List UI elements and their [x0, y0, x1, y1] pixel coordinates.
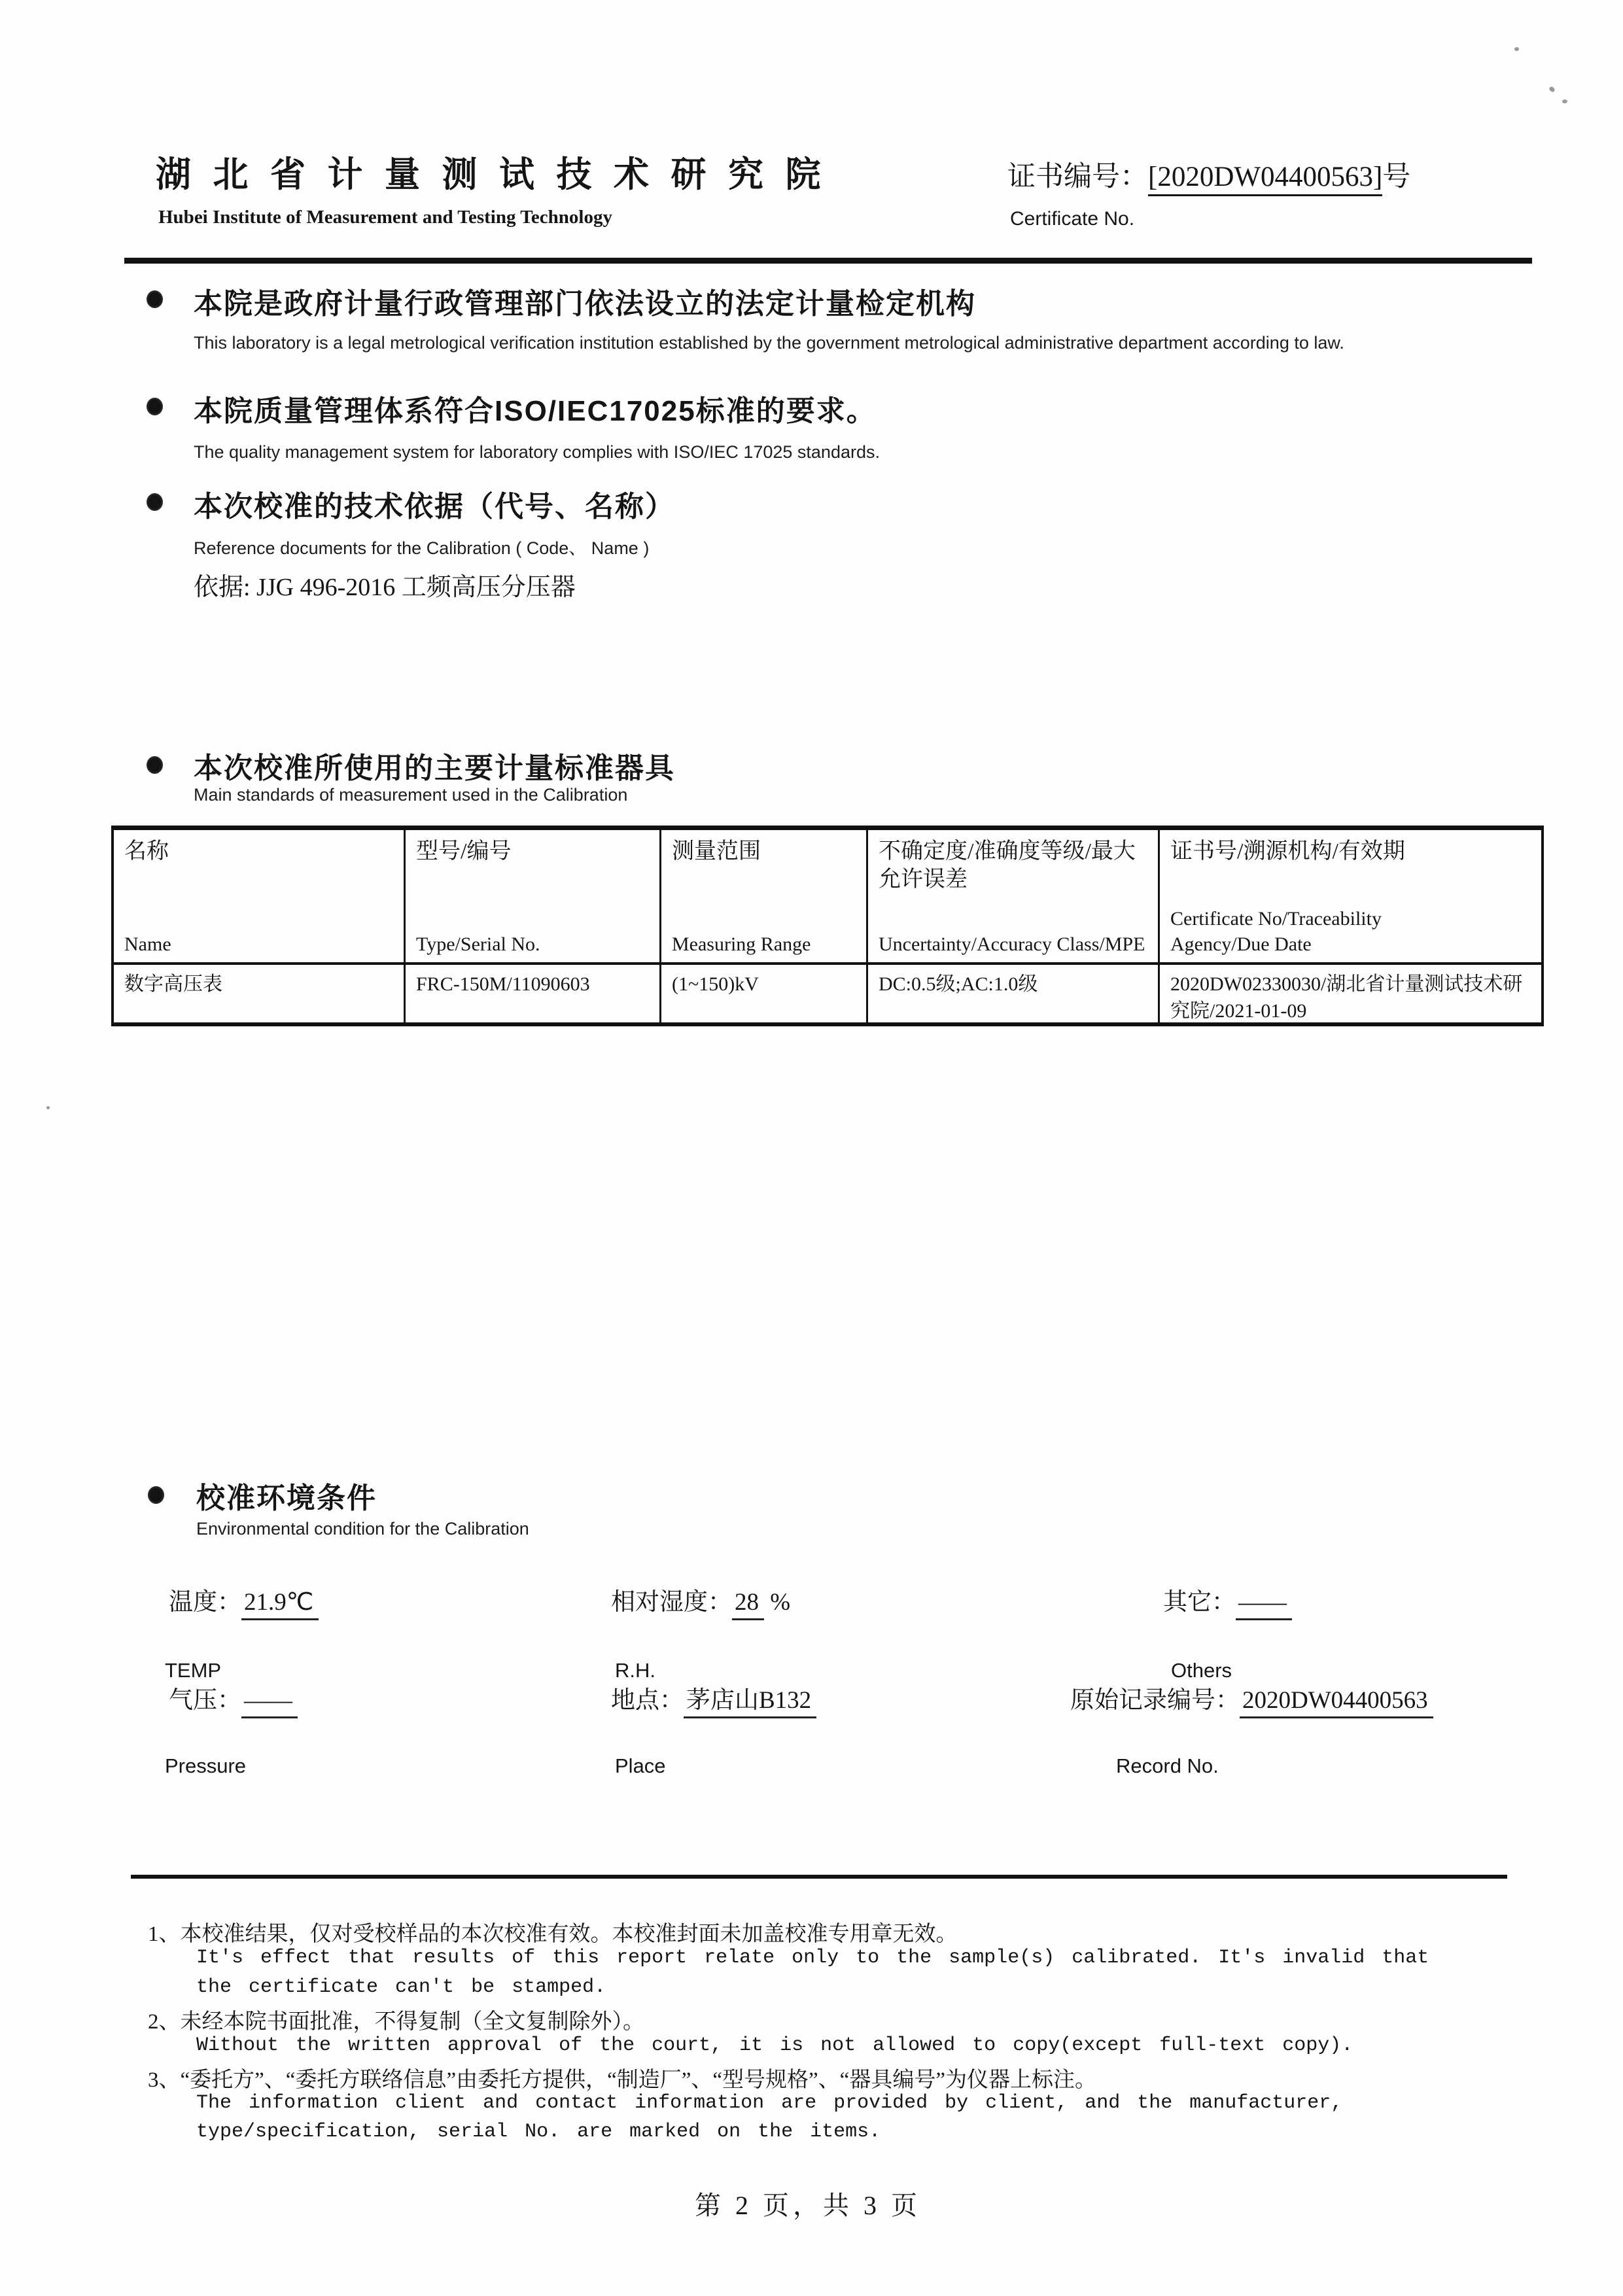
- note-1-en-line-1: It's effect that results of this report relate only to the sample(s) calibrated. It's invalid that: [196, 1947, 1429, 1969]
- section-5-text-en: Environmental condition for the Calibration: [196, 1519, 529, 1539]
- table-header-certificate-cn: 证书号/溯源机构/有效期: [1170, 839, 1405, 863]
- table-header-name: [114, 830, 404, 962]
- note-2-cn: 2、未经本院书面批准，不得复制（全文复制除外）。: [148, 2010, 644, 2034]
- scan-noise-dot: [1548, 86, 1556, 93]
- scan-noise-dot: [1514, 47, 1519, 51]
- table-header-uncertainty: [866, 830, 1158, 962]
- reference-document-line: 依据: JJG 496-2016 工频高压分压器: [194, 574, 576, 601]
- env-humidity-label-en: R.H.: [615, 1659, 655, 1682]
- section-2-text-en: The quality management system for laboratory complies with ISO/IEC 17025 standards.: [194, 442, 880, 462]
- table-header-type-serial-cn: 型号/编号: [416, 839, 512, 863]
- table-cell-type-serial: FRC-150M/11090603: [404, 962, 659, 1022]
- table-cell-accuracy: DC:0.5级;AC:1.0级: [866, 962, 1158, 1022]
- institute-title-en: Hubei Institute of Measurement and Testing Technology: [158, 207, 612, 228]
- table-cell-certificate: 2020DW02330030/湖北省计量测试技术研究院/2021-01-09: [1158, 962, 1541, 1022]
- env-record-no-label-en: Record No.: [1116, 1754, 1219, 1777]
- note-1-en-line-2: the certificate can't be stamped.: [196, 1976, 606, 1998]
- bullet-icon: [147, 756, 163, 774]
- env-pressure-label-cn: 气压：: [169, 1687, 241, 1714]
- table-header-name-cn: 名称: [124, 839, 169, 863]
- header-divider-rule: [124, 258, 1532, 264]
- institute-title-cn: 湖 北 省 计 量 测 试 技 术 研 究 院: [156, 155, 828, 194]
- env-record-no-label-cn: 原始记录编号：: [1070, 1687, 1240, 1714]
- notes-divider-rule: [131, 1875, 1507, 1879]
- table-cell-measuring-range: (1~150)kV: [659, 962, 866, 1022]
- table-header-type-serial-en: Type/Serial No.: [416, 933, 540, 955]
- env-field-record-no: [1070, 1680, 1433, 1715]
- bullet-icon: [147, 493, 163, 511]
- env-place-label-cn: 地点：: [611, 1687, 684, 1714]
- certificate-number-label-cn: 证书编号：: [1007, 162, 1148, 192]
- certificate-number-value: [2020DW04400563]: [1148, 162, 1382, 196]
- section-4-title-cn: 本次校准所使用的主要计量标准器具: [194, 752, 675, 784]
- bullet-icon: [147, 290, 163, 308]
- env-others-label-cn: 其它：: [1163, 1589, 1236, 1616]
- standards-table: [111, 826, 1544, 1026]
- env-pressure-label-en: Pressure: [165, 1754, 247, 1777]
- page-number-footer: 第 2 页，共 3 页: [695, 2191, 921, 2220]
- bullet-icon: [148, 1486, 164, 1504]
- table-header-uncertainty-cn: 不确定度/准确度等级/最大允许误差: [879, 839, 1136, 892]
- section-1-text-en: This laboratory is a legal metrological verification institution established by the government metrological administrative department according to law.: [194, 333, 1344, 353]
- section-1-title-cn: 本院是政府计量行政管理部门依法设立的法定计量检定机构: [194, 288, 976, 320]
- certificate-number-suffix: 号: [1382, 162, 1411, 192]
- scan-noise-dot: [46, 1106, 50, 1109]
- env-humidity-label-cn: 相对湿度：: [611, 1589, 732, 1616]
- note-3-en-line-2: type/specification, serial No. are marked on the items.: [196, 2121, 881, 2143]
- section-5-title-cn: 校准环境条件: [196, 1482, 377, 1514]
- table-cell-name: 数字高压表: [114, 962, 404, 1022]
- env-field-temperature: [169, 1582, 319, 1617]
- table-header-measuring-range-en: Measuring Range: [672, 933, 811, 955]
- table-header-measuring-range-cn: 测量范围: [672, 839, 761, 863]
- table-header-uncertainty-en: Uncertainty/Accuracy Class/MPE: [879, 933, 1145, 955]
- section-3-title-cn: 本次校准的技术依据（代号、名称）: [194, 491, 675, 523]
- table-header-certificate: [1158, 830, 1541, 962]
- env-place-value: 茅店山B132: [684, 1687, 816, 1718]
- env-humidity-value: 28: [732, 1589, 764, 1620]
- env-place-label-en: Place: [615, 1754, 666, 1777]
- bullet-icon: [147, 398, 163, 415]
- env-field-place: [611, 1680, 816, 1715]
- note-3-en-line-1: The information client and contact information are provided by client, and the manufacturer,: [196, 2092, 1343, 2114]
- env-temperature-value: 21.9℃: [241, 1589, 319, 1620]
- note-2-en-line-1: Without the written approval of the court, it is not allowed to copy(except full-text copy).: [196, 2034, 1353, 2057]
- env-field-pressure: [169, 1680, 298, 1715]
- table-header-name-en: Name: [124, 933, 171, 955]
- section-2-title-cn: 本院质量管理体系符合ISO/IEC17025标准的要求。: [194, 395, 877, 427]
- section-4-text-en: Main standards of measurement used in the Calibration: [194, 785, 628, 805]
- note-1-cn: 1、本校准结果，仅对受校样品的本次校准有效。本校准封面未加盖校准专用章无效。: [148, 1922, 958, 1946]
- note-3-cn: 3、“委托方”、“委托方联络信息”由委托方提供，“制造厂”、“型号规格”、“器具编号”为仪器上标注。: [148, 2068, 1096, 2092]
- env-others-value: ——: [1236, 1589, 1292, 1620]
- table-header-certificate-en: Certificate No/Traceability Agency/Due Date: [1170, 908, 1382, 955]
- env-humidity-suffix: %: [764, 1589, 791, 1616]
- scan-noise-dot: [1562, 99, 1567, 103]
- env-others-label-en: Others: [1171, 1659, 1232, 1682]
- env-pressure-value: ——: [241, 1687, 298, 1718]
- section-3-text-en: Reference documents for the Calibration ( Code、 Name ): [194, 538, 650, 558]
- env-field-humidity: [611, 1582, 790, 1617]
- table-header-type-serial: [404, 830, 659, 962]
- env-temperature-label-en: TEMP: [165, 1659, 222, 1682]
- env-record-no-value: 2020DW04400563: [1240, 1687, 1433, 1718]
- env-field-others: [1163, 1582, 1292, 1617]
- certificate-number-label-en: Certificate No.: [1010, 208, 1135, 230]
- env-temperature-label-cn: 温度：: [169, 1589, 241, 1616]
- table-header-measuring-range: [659, 830, 866, 962]
- certificate-number-line: [1007, 154, 1410, 194]
